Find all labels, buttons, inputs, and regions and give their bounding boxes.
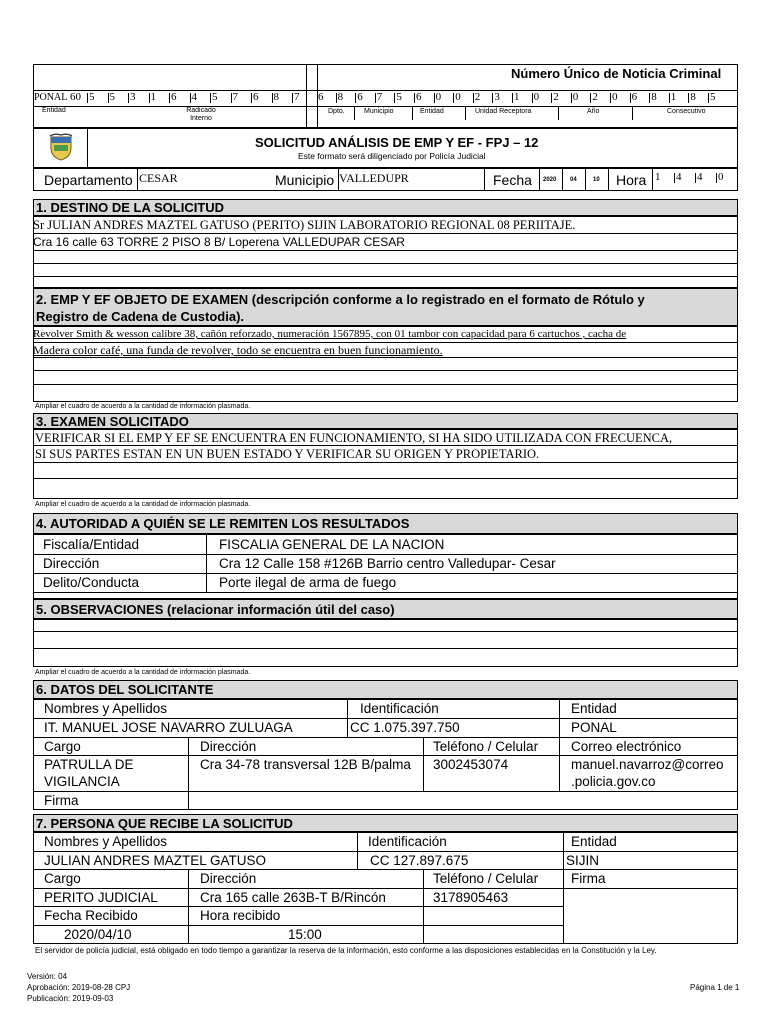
s6-label-telefono: Teléfono / Celular (433, 739, 539, 754)
s7-nombre: JULIAN ANDRES MAZTEL GATUSO (44, 853, 267, 868)
destino-line-1: Sr JULIAN ANDRES MAZTEL GATUSO (PERITO) SIJIN LABORATORIO REGIONAL 08 PERIITAJE. (33, 218, 576, 232)
hora-digit-2: 4 (697, 171, 703, 183)
s7-label-identificacion: Identificación (368, 834, 447, 849)
national-seal-icon (48, 133, 74, 161)
code-digit-right-17: 8 (651, 91, 657, 103)
autoridad-label-1: Dirección (43, 556, 100, 571)
ampliar-note-3: Ampliar el cuadro de acuerdo a la cantidad de información plasmada. (35, 501, 251, 508)
header-sub-divider (354, 106, 355, 120)
section-7-title: 7. PERSONA QUE RECIBE LA SOLICITUD (33, 814, 738, 832)
row-line (33, 869, 738, 870)
s7-label-cargo: Cargo (44, 871, 81, 886)
s6-correo-b: .policia.gov.co (571, 774, 656, 789)
code-digit-left-4: 1 (150, 91, 156, 103)
ampliar-note-5: Ampliar el cuadro de acuerdo a la cantidad de información plasmada. (35, 669, 251, 676)
section-2-title-a: 2. EMP Y EF OBJETO DE EXAMEN (descripción conforme a lo registrado en el formato de Rótulo y (36, 292, 645, 307)
header-title-right: Número Único de Noticia Criminal (511, 66, 722, 81)
autoridad-label-0: Fiscalía/Entidad (43, 537, 140, 552)
code-digit-left-10: 8 (273, 91, 279, 103)
label-hora: Hora (616, 172, 647, 188)
code-digit-right-9: 3 (494, 91, 500, 103)
examen-line-2: SI SUS PARTES ESTAN EN UN BUEN ESTADO Y VERIFICAR SU ORIGEN Y PROPIETARIO. (35, 447, 540, 461)
section-4-title: 4. AUTORIDAD A QUIÉN SE LE REMITEN LOS RESULTADOS (33, 513, 738, 534)
label-departamento: Departamento (44, 172, 133, 188)
label-fecha: Fecha (493, 172, 532, 188)
code-digit-right-19: 8 (690, 91, 696, 103)
section-1-title: 1. DESTINO DE LA SOLICITUD (33, 199, 738, 216)
col-line (559, 699, 560, 791)
code-digit-left-divider-4 (149, 93, 150, 103)
col-line (423, 737, 424, 791)
code-digit-left-1: 5 (89, 91, 95, 103)
code-digit-right-2: 6 (357, 91, 363, 103)
row-line (33, 718, 738, 719)
s7-label-firma: Firma (571, 871, 606, 886)
code-digit-right-divider-10 (512, 93, 513, 103)
code-digit-left-divider-8 (231, 93, 232, 103)
code-digit-right-5: 6 (416, 91, 422, 103)
form-title: SOLICITUD ANÁLISIS DE EMP Y EF - FPJ – 12 (255, 135, 539, 150)
s7-telefono: 3178905463 (433, 890, 509, 905)
hora-digit-0: 1 (655, 171, 661, 183)
ampliar-note-2: Ampliar el cuadro de acuerdo a la cantidad de información plasmada. (35, 403, 251, 410)
s6-identificacion: CC 1.075.397.750 (350, 720, 460, 735)
row-line (33, 462, 738, 463)
emp-line-2: Madera color café, una funda de revolver, todo se encuentra en buen funcionamiento. (33, 343, 443, 357)
s7-direccion: Cra 165 calle 263B-T B/Rincón (200, 890, 386, 905)
code-digit-right-11: 0 (533, 91, 540, 103)
row-line (33, 276, 738, 277)
code-digit-right-divider-4 (394, 93, 395, 103)
code-digit-right-13: 0 (572, 91, 579, 103)
label-radicado: Radicado Interno (186, 107, 216, 122)
row-line (33, 631, 738, 632)
s6-nombre: IT. MANUEL JOSE NAVARRO ZULUAGA (44, 720, 293, 735)
code-digit-right-divider-9 (492, 93, 493, 103)
loc-divider (484, 168, 485, 191)
hora-digit-3: 0 (718, 171, 724, 183)
header-divider (306, 64, 307, 128)
s6-telefono: 3002453074 (433, 757, 509, 772)
destino-line-2: Cra 16 calle 63 TORRE 2 PISO 8 B/ Loperena VALLEDUPAR CESAR (33, 235, 405, 249)
code-digit-right-divider-3 (375, 93, 376, 103)
code-digit-left-0: 60 (70, 91, 81, 103)
code-digit-right-divider-16 (630, 93, 631, 103)
s7-label-hora-recibido: Hora recibido (200, 908, 281, 923)
row-line (33, 554, 738, 555)
code-digit-right-8: 2 (474, 91, 481, 103)
row-line (33, 648, 738, 649)
code-digit-right-divider-17 (649, 93, 650, 103)
s6-entidad: PONAL (571, 720, 617, 735)
code-digit-left-6: 4 (191, 91, 197, 103)
autoridad-label-2: Delito/Conducta (43, 575, 140, 590)
code-digit-right-divider-19 (688, 93, 689, 103)
code-digit-left-7: 5 (212, 91, 218, 103)
code-digit-right-4: 5 (396, 91, 402, 103)
code-digit-right-0: 6 (318, 91, 324, 103)
code-digit-right-20: 5 (710, 91, 716, 103)
s7-entidad: SIJIN (566, 853, 600, 868)
col-line (206, 534, 207, 592)
s7-label-fecha-recibido: Fecha Recibido (44, 908, 138, 923)
code-digit-right-divider-18 (669, 93, 670, 103)
label-entidad2: Entidad (420, 108, 444, 115)
s6-label-firma: Firma (44, 793, 79, 808)
autoridad-value-0: FISCALIA GENERAL DE LA NACION (219, 537, 445, 552)
code-digit-left-divider-2 (108, 93, 109, 103)
s7-label-nombres: Nombres y Apellidos (44, 834, 168, 849)
s6-cargo-b: VIGILANCIA (44, 774, 120, 789)
header-sub-divider (465, 106, 466, 120)
code-digit-right-18: 1 (670, 91, 677, 103)
code-digit-left-11: 7 (294, 91, 300, 103)
code-digit-left-2: 5 (109, 91, 115, 103)
row-line (33, 791, 738, 792)
col-line (357, 832, 358, 869)
code-digit-right-divider-2 (355, 93, 356, 103)
code-digit-right-1: 8 (337, 91, 344, 103)
municipio-value: VALLEDUPR (339, 171, 409, 185)
code-digit-left-divider-10 (272, 93, 273, 103)
s7-fecha-recibido: 2020/04/10 (64, 927, 132, 942)
s6-direccion: Cra 34-78 transversal 12B B/palma (200, 757, 411, 772)
code-digit-right-10: 1 (514, 91, 520, 103)
row-line (33, 263, 738, 264)
s6-label-nombres: Nombres y Apellidos (44, 701, 168, 716)
label-entidad: Entidad (42, 107, 66, 114)
footer-publicacion: Publicación: 2019-09-03 (27, 994, 114, 1003)
row-line (33, 250, 738, 251)
loc-divider (539, 168, 540, 191)
row-line (33, 851, 738, 852)
label-municipio: Municipio (364, 108, 394, 115)
s6-label-correo: Correo electrónico (571, 739, 682, 754)
code-digit-left-divider-1 (87, 93, 88, 103)
code-digit-right-15: 0 (612, 91, 618, 103)
fecha-day: 10 (593, 177, 600, 183)
code-digit-right-divider-14 (590, 93, 591, 103)
code-digit-left-3: 3 (130, 91, 136, 103)
loc-divider (608, 168, 609, 191)
code-digit-right-14: 2 (592, 91, 598, 103)
examen-line-1: VERIFICAR SI EL EMP Y EF SE ENCUENTRA EN FUNCIONAMIENTO, SI HA SIDO UTILIZADA CON FRECUENCA, (35, 431, 673, 445)
col-line (423, 869, 424, 944)
code-digit-right-divider-5 (414, 93, 415, 103)
label-dpto: Dpto. (328, 108, 345, 115)
header-sub-divider (558, 106, 559, 120)
hora-digit-divider-2 (695, 173, 696, 183)
row-line (33, 233, 738, 234)
section-2-title-b: Registro de Cadena de Custodia). (36, 309, 245, 324)
form-subtitle: Este formato será diligenciado por Policía Judicial (298, 151, 486, 161)
s6-label-entidad: Entidad (571, 701, 617, 716)
col-line (188, 869, 189, 944)
code-digit-right-divider-6 (434, 93, 435, 103)
code-digit-left-divider-11 (292, 93, 293, 103)
row-line (33, 737, 738, 738)
row-line (33, 573, 738, 574)
footer-pagina: Página 1 de 1 (690, 983, 740, 992)
code-digit-right-6: 0 (435, 91, 442, 103)
row-line (33, 888, 738, 889)
code-digit-left-divider-6 (190, 93, 191, 103)
label-anio: Año (587, 108, 600, 115)
code-digit-left-divider-9 (251, 93, 252, 103)
hora-digit-divider-1 (674, 173, 675, 183)
label-unidad: Unidad Receptora (475, 108, 532, 115)
code-digit-right-divider-1 (336, 93, 337, 103)
code-digit-right-16: 6 (631, 91, 638, 103)
header-sub-divider (412, 106, 413, 120)
loc-divider (137, 168, 138, 191)
fecha-year: 2020 (543, 177, 557, 183)
section-2-title (33, 288, 738, 326)
label-municipio: Municipio (275, 172, 335, 188)
loc-divider (562, 168, 563, 191)
loc-divider (652, 168, 653, 191)
departamento-value: CESAR (139, 171, 178, 185)
code-digit-left-5: 6 (171, 91, 177, 103)
s6-label-cargo: Cargo (44, 739, 81, 754)
code-digit-right-divider-11 (532, 93, 533, 103)
title-divider (87, 128, 88, 168)
label-consecutivo: Consecutivo (667, 108, 706, 115)
code-digit-right-divider-7 (453, 93, 454, 103)
code-digit-right-divider-15 (610, 93, 611, 103)
fecha-month: 04 (570, 177, 577, 183)
code-digit-right-divider-20 (708, 93, 709, 103)
footer-disclaimer: El servidor de policía judicial, está obligado en todo tiempo a garantizar la reserva de la información, esto conforme a las disposiciones establecidas en la Constitución y la Ley. (35, 946, 657, 955)
row-line (33, 906, 563, 907)
footer-aprobacion: Aprobación: 2019-08-28 CPJ (27, 983, 131, 992)
code-digit-right-3: 7 (376, 91, 383, 103)
s7-identificacion: CC 127.897.675 (370, 853, 469, 868)
section-6-title: 6. DATOS DEL SOLICITANTE (33, 680, 738, 699)
code-digit-right-12: 2 (553, 91, 559, 103)
row-line (33, 755, 738, 756)
s6-label-identificacion: Identificación (360, 701, 439, 716)
col-line (347, 699, 348, 737)
col-line (188, 737, 189, 810)
header-sub-divider (632, 106, 633, 120)
row-line (33, 478, 738, 479)
s6-label-direccion: Dirección (200, 739, 257, 754)
code-digit-right-7: 0 (455, 91, 461, 103)
code-digit-right-divider-12 (551, 93, 552, 103)
s6-correo-a: manuel.navarroz@correo (571, 757, 724, 772)
col-line (563, 832, 564, 944)
code-digit-right-divider-8 (473, 93, 474, 103)
row-line (33, 925, 563, 926)
s7-cargo: PERITO JUDICIAL (44, 890, 158, 905)
row-line (33, 370, 738, 371)
code-digit-left-8: 7 (232, 91, 238, 103)
s7-hora-recibido: 15:00 (288, 927, 322, 942)
s6-cargo-a: PATRULLA DE (44, 757, 134, 772)
autoridad-value-1: Cra 12 Calle 158 #126B Barrio centro Valledupar- Cesar (219, 556, 556, 571)
row-line (33, 592, 738, 593)
s7-label-telefono: Teléfono / Celular (433, 871, 539, 886)
code-digit-left-9: 6 (253, 91, 259, 103)
hora-digit-1: 4 (676, 171, 682, 183)
section-5-body (33, 619, 738, 667)
row-line (33, 384, 738, 385)
ponal-label: PONAL (34, 92, 68, 103)
hora-digit-divider-3 (716, 173, 717, 183)
code-digit-right-divider-13 (571, 93, 572, 103)
section-3-title: 3. EXAMEN SOLICITADO (33, 413, 738, 429)
code-digit-left-divider-3 (128, 93, 129, 103)
autoridad-value-2: Porte ilegal de arma de fuego (219, 575, 397, 590)
s7-label-direccion: Dirección (200, 871, 257, 886)
code-digit-left-divider-7 (210, 93, 211, 103)
s7-label-entidad: Entidad (571, 834, 617, 849)
code-digit-left-divider-5 (169, 93, 170, 103)
loc-divider (585, 168, 586, 191)
emp-line-1: Revolver Smith & wesson calibre 38, cañón reforzado, numeración 1567895, con 01 tambor con capacidad para 6 cartuchos , cacha de (33, 328, 627, 340)
footer-version: Versión: 04 (27, 972, 68, 981)
section-5-title: 5. OBSERVACIONES (relacionar información útil del caso) (33, 599, 738, 619)
